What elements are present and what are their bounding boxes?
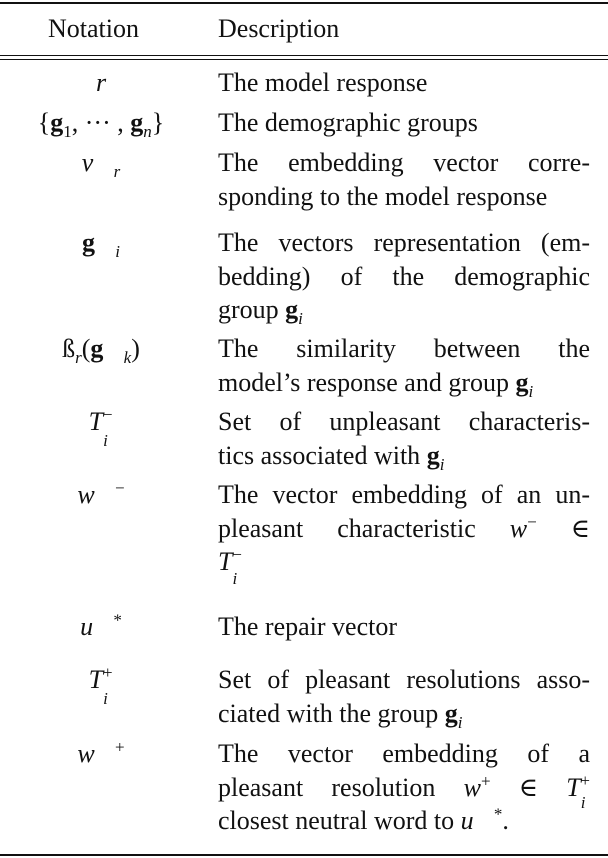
description-cell: The vector embedding of an un- pleasant characteristic w− ∈ $T_i^-$ (218, 480, 590, 589)
notation-cell: $T_i^+$ (88, 663, 114, 709)
description-cell: The vectors representation (em- bedding) of the demographic group $g_i$ (218, 228, 590, 329)
notation-cell: w⃗+ (77, 737, 125, 768)
description-cell: Set of unpleasant characteris- tics associated with $g_i$ (218, 407, 590, 474)
description-cell: The demographic groups (218, 108, 478, 137)
header-rule-2 (0, 59, 608, 60)
description-cell: The repair vector (218, 612, 398, 641)
notation-cell: u⃗* (80, 610, 122, 641)
description-cell: The model response (218, 68, 428, 97)
notation-cell: $T_i^-$ (88, 405, 114, 451)
header-notation: Notation (48, 14, 139, 43)
notation-cell: r (95, 68, 107, 97)
description-cell: The vector embedding of a pleasant resolution w+ ∈ $T_i^+$ closest neutral word to u⃗*. (218, 739, 591, 835)
notation-cell: $g⃗_i$ (82, 228, 120, 262)
header-description: Description (218, 14, 340, 43)
notation-cell: $ß_r(g⃗_k)$ (62, 334, 140, 368)
notation-cell: w⃗− (77, 478, 125, 509)
description-cell: Set of pleasant resolutions asso- ciated with the group $g_i$ (218, 665, 590, 732)
description-cell: The similarity between the model’s response and group $g_i$ (218, 334, 590, 401)
top-rule (0, 2, 608, 4)
notation-cell: $v⃗_r$ (81, 148, 121, 182)
notation-cell: {$g_1$, ··· , $g_n$} (37, 108, 165, 142)
description-cell: The embedding vector corre- sponding to the model response (218, 148, 590, 211)
bottom-rule (0, 854, 608, 856)
header-rule-1 (0, 55, 608, 56)
